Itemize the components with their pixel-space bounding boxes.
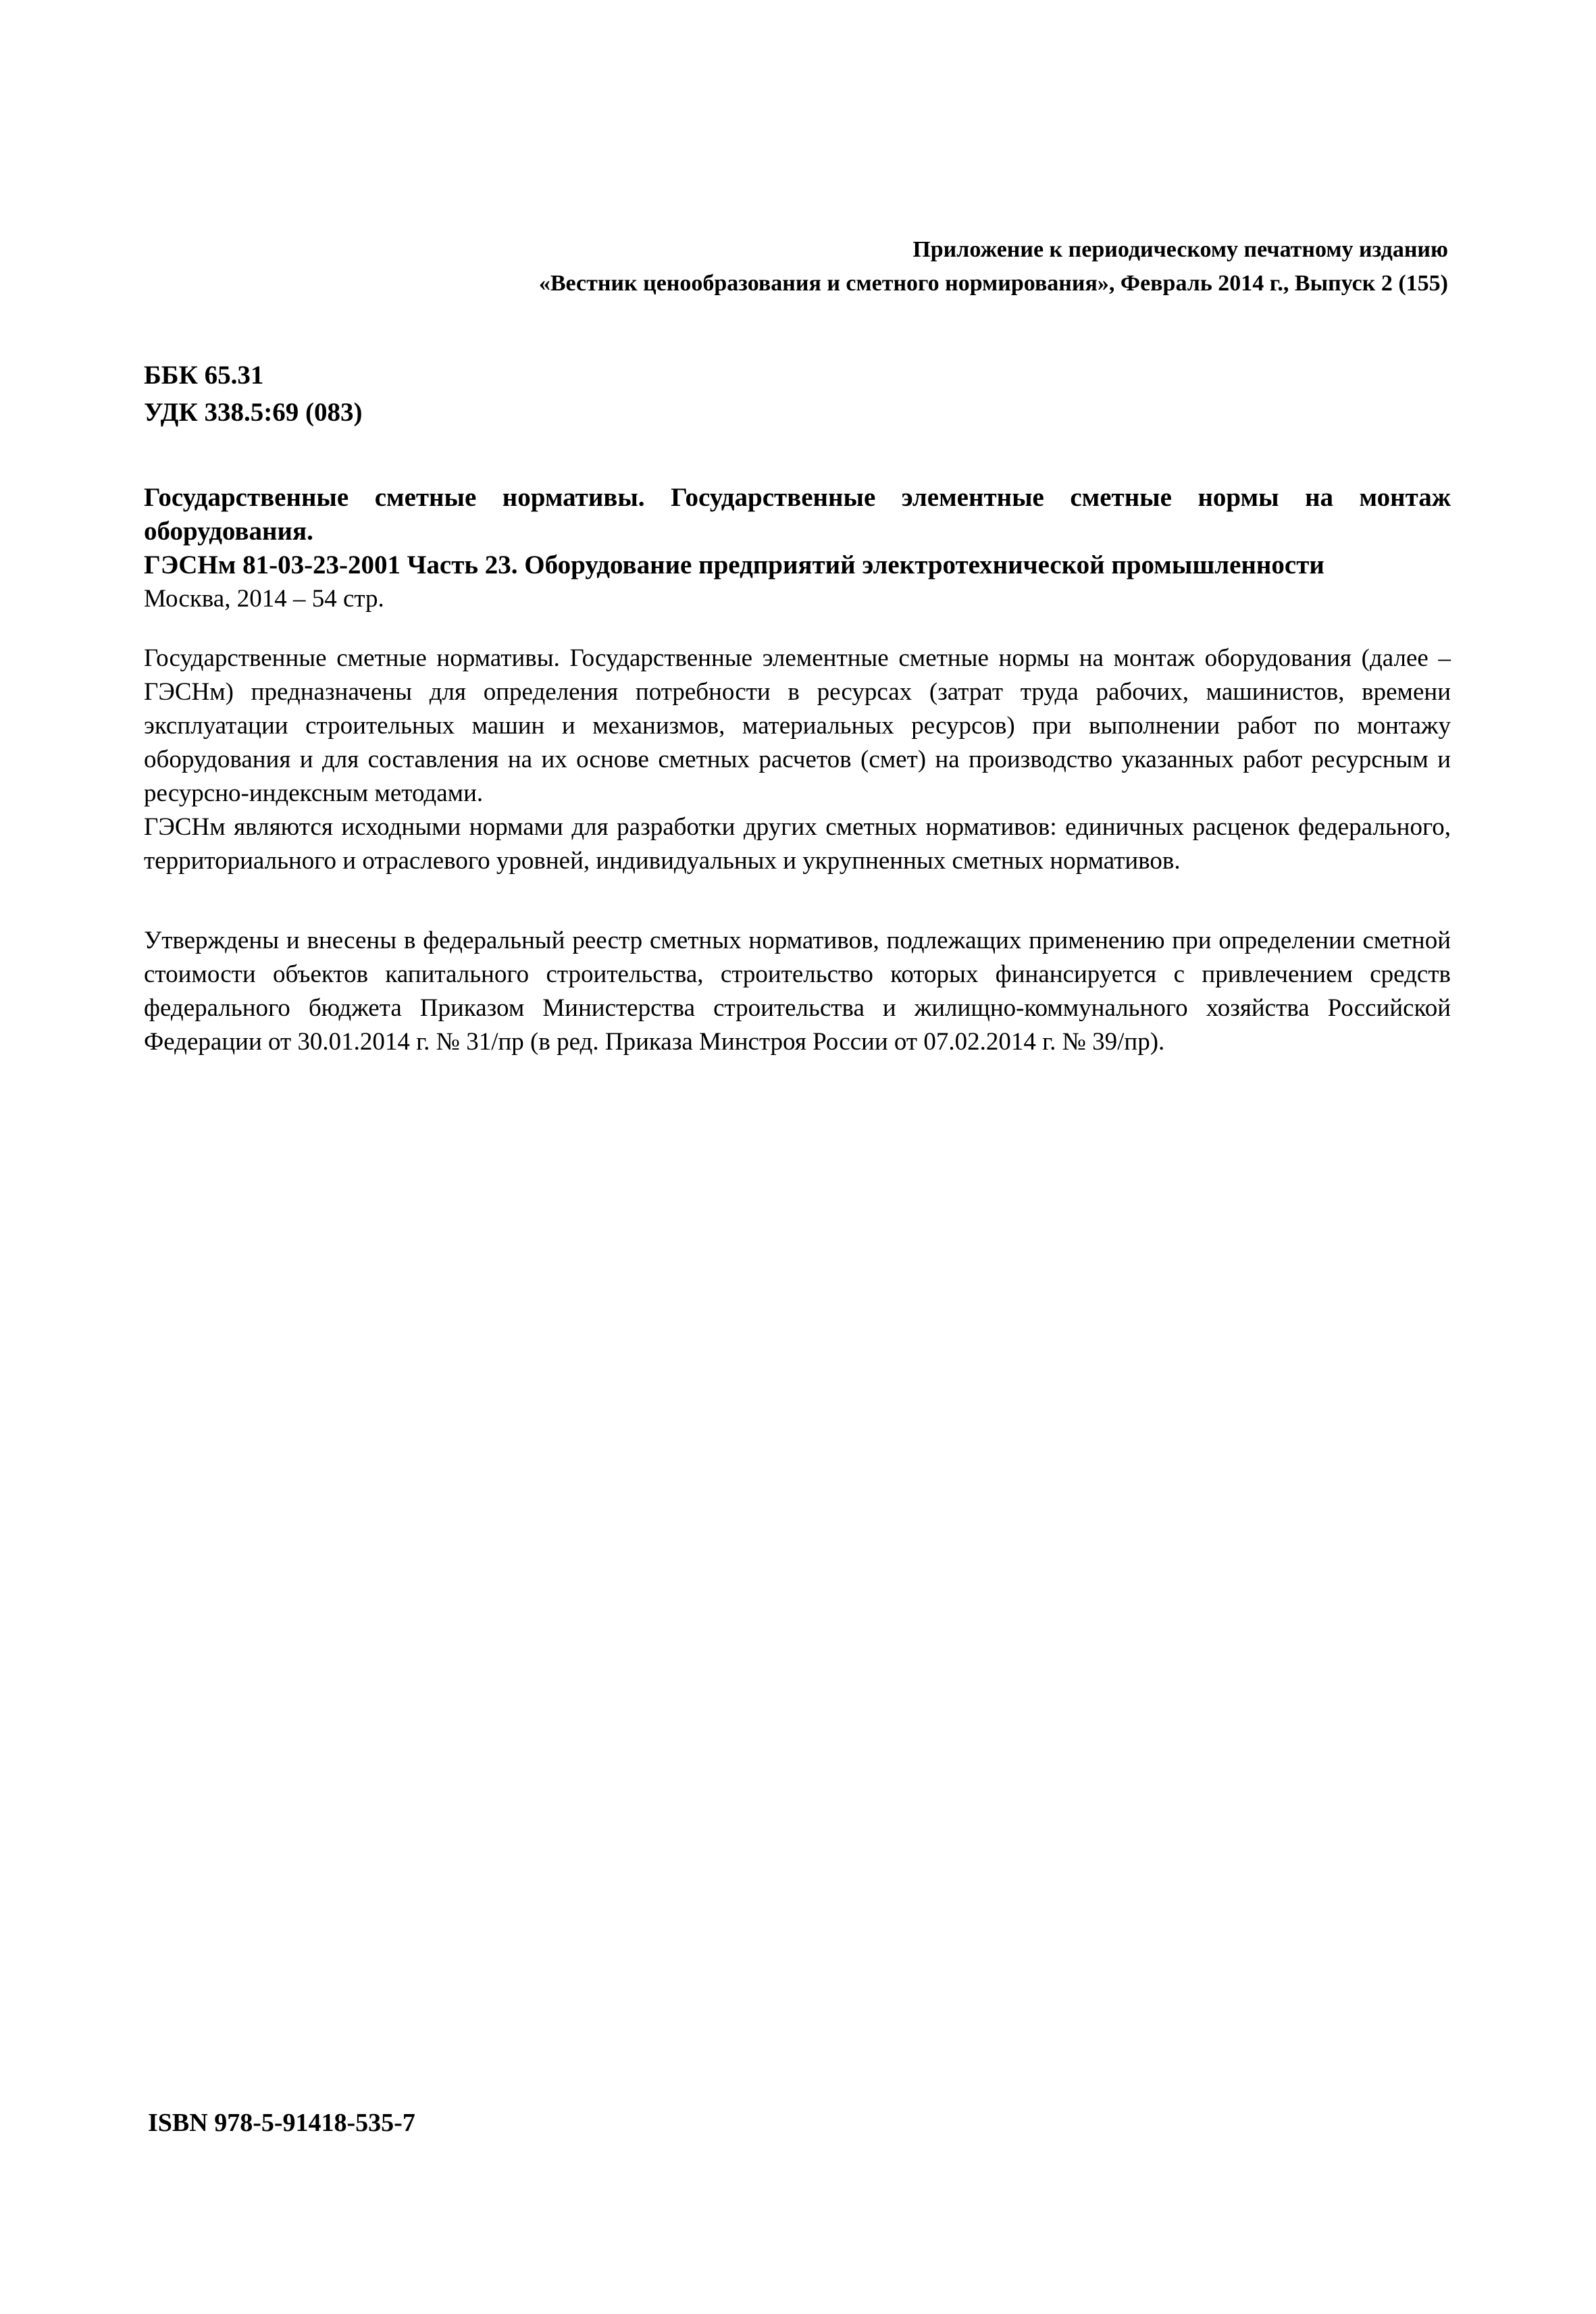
document-subtitle: ГЭСНм 81-03-23-2001 Часть 23. Оборудование предприятий электротехнической промышленности (144, 550, 1324, 580)
title-block (144, 481, 1451, 616)
supplement-line-2: «Вестник ценообразования и сметного нормирования», Февраль 2014 г., Выпуск 2 (155) (538, 271, 1448, 296)
description-paragraph-1: Государственные сметные нормативы. Государственные элементные сметные нормы на монтаж оборудования (далее – ГЭСНм) предназначены для определения потребности в ресурсах (затрат труда рабочих, машинистов, времени эксплуатации строительных машин и механизмов, материальных ресурсов) при выполнении работ по монтажу оборудования и для составления на их основе сметных расчетов (смет) на производство указанных работ ресурсным и ресурсно-индексным методами. (144, 644, 1451, 807)
isbn-number: ISBN 978-5-91418-535-7 (148, 2109, 415, 2137)
description-paragraph-2: ГЭСНм являются исходными нормами для разработки других сметных нормативов: единичных расценок федерального, территориального и отраслевого уровней, индивидуальных и укрупненных сметных нормативов. (144, 813, 1451, 875)
supplement-line-1: Приложение к периодическому печатному изданию (912, 237, 1448, 262)
approval-paragraph: Утверждены и внесены в федеральный реестр сметных нормативов, подлежащих применению при определении сметной стоимости объектов капитального строительства, строительство которых финансируется с привлечением средств федерального бюджета Приказом Министерства строительства и жилищно-коммунального хозяйства Российской Федерации от 30.01.2014 г. № 31/пр (в ред. Приказа Минстроя России от 07.02.2014 г. № 39/пр). (144, 927, 1451, 1056)
udk-code: УДК 338.5:69 (083) (144, 398, 363, 427)
imprint: Москва, 2014 – 54 стр. (144, 585, 384, 613)
bbk-code: ББК 65.31 (144, 361, 264, 390)
approval-block (144, 924, 1451, 1059)
supplement-header (300, 233, 1448, 301)
classification-codes (144, 357, 363, 431)
document-title: Государственные сметные нормативы. Государственные элементные сметные нормы на монтаж оборудования. (144, 483, 1451, 546)
description-block (144, 642, 1451, 878)
